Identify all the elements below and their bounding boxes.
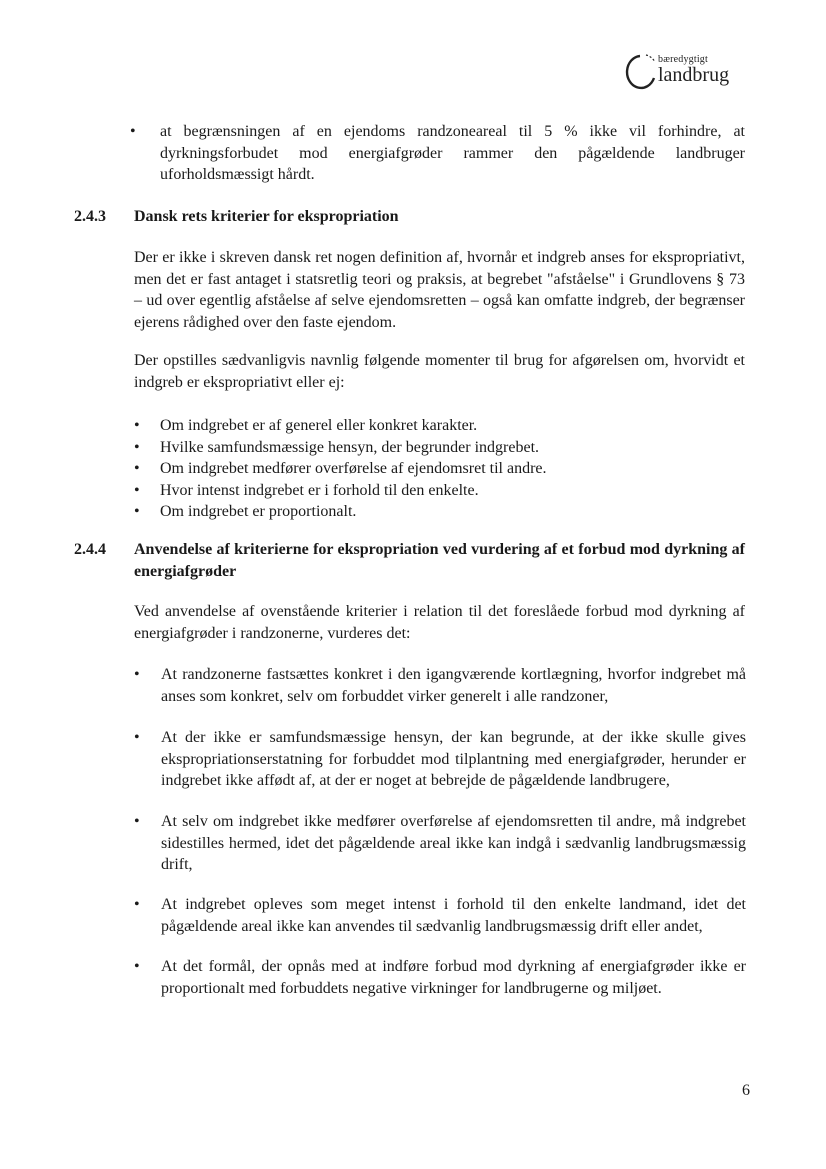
section-number-2-4-3: 2.4.3	[74, 208, 106, 225]
criteria-list-item: Om indgrebet er af generel eller konkret karakter.	[160, 417, 478, 434]
logo-circle-icon	[622, 48, 662, 96]
page-number: 6	[742, 1082, 750, 1099]
bullet-icon: •	[134, 482, 140, 499]
section-number-2-4-4: 2.4.4	[74, 541, 106, 558]
logo-tagline: bæredygtigt	[658, 54, 708, 65]
intro-bullet-text: at begrænsningen af en ejendoms randzoneareal til 5 % ikke vil forhindre, at dyrkningsforbudet mod energiafgrøder rammer den pågældende landbruger uforholdsmæssigt hårdt.	[160, 123, 745, 183]
bullet-icon: •	[130, 123, 136, 140]
logo	[622, 48, 752, 98]
criteria-list-item: Hvilke samfundsmæssige hensyn, der begrunder indgrebet.	[160, 439, 540, 456]
bullet-icon: •	[134, 666, 140, 683]
assessment-list-item: At det formål, der opnås med at indføre forbud mod dyrkning af energiafgrøder ikke er proportionalt med forbuddets negative virkninger for landbrugerne og miljøet.	[161, 958, 746, 997]
section-2-4-3-paragraph-1: Der er ikke i skreven dansk ret nogen definition af, hvornår et indgreb anses for ekspropriativt, men det er fast antaget i statsretlig teori og praksis, at begrebet "afståelse" i Grundlovens § 73 – ud over egentlig afståelse af selve ejendomsretten – også kan omfatte indgreb, der begrænser ejerens rådighed over den faste ejendom.	[134, 249, 745, 331]
assessment-list-item: At der ikke er samfundsmæssige hensyn, der kan begrunde, at der ikke skulle gives ekspropriationserstatning for forbuddet mod tilplantning med energiafgrøder, herunder er indgrebet ikke affødt af, at der er noget at bebrejde de pågældende landbrugere,	[161, 729, 746, 789]
logo-wordmark: landbrug	[658, 64, 730, 86]
criteria-list-item: Om indgrebet medfører overførelse af ejendomsret til andre.	[160, 460, 547, 477]
bullet-icon: •	[134, 417, 140, 434]
bullet-icon: •	[134, 896, 140, 913]
criteria-list-item: Om indgrebet er proportionalt.	[160, 503, 357, 520]
section-title-2-4-4: Anvendelse af kriterierne for ekspropriation ved vurdering af et forbud mod dyrkning af energiafgrøder	[134, 541, 745, 580]
bullet-icon: •	[134, 958, 140, 975]
section-title-2-4-3: Dansk rets kriterier for ekspropriation	[134, 208, 399, 225]
assessment-list-item: At randzonerne fastsættes konkret i den igangværende kortlægning, hvorfor indgrebet må anses som konkret, selv om forbuddet virker generelt i alle randzoner,	[161, 666, 746, 705]
section-2-4-4-paragraph-1: Ved anvendelse af ovenstående kriterier i relation til det foreslåede forbud mod dyrkning af energiafgrøder i randzonerne, vurderes det:	[134, 603, 745, 642]
bullet-icon: •	[134, 460, 140, 477]
assessment-list-item: At indgrebet opleves som meget intenst i forhold til den enkelte landmand, idet det pågældende areal ikke kan anvendes til sædvanlig landbrugsmæssig drift eller andet,	[161, 896, 746, 935]
section-2-4-3-paragraph-2: Der opstilles sædvanligvis navnlig følgende momenter til brug for afgørelsen om, hvorvidt et indgreb er ekspropriativt eller ej:	[134, 352, 745, 391]
assessment-list-item: At selv om indgrebet ikke medfører overførelse af ejendomsretten til andre, må indgrebet sidestilles hermed, idet det pågældende areal ikke kan indgå i sædvanlig landbrugsmæssig drift,	[161, 813, 746, 873]
bullet-icon: •	[134, 729, 140, 746]
bullet-icon: •	[134, 503, 140, 520]
criteria-list-item: Hvor intenst indgrebet er i forhold til den enkelte.	[160, 482, 479, 499]
bullet-icon: •	[134, 813, 140, 830]
bullet-icon: •	[134, 439, 140, 456]
